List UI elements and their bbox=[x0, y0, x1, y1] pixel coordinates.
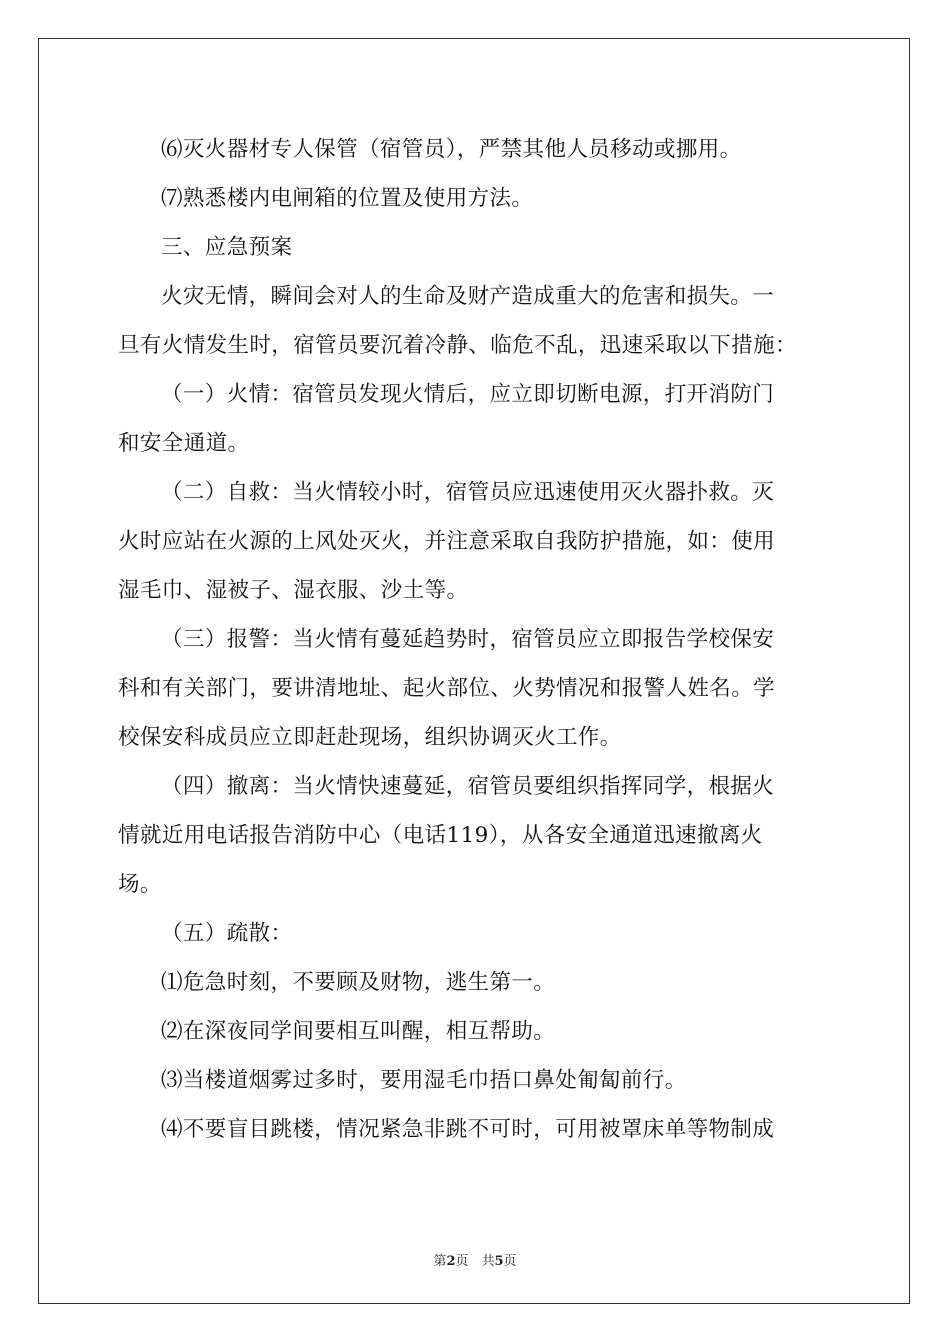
footer-prefix: 第 bbox=[433, 1254, 447, 1269]
text-line: （二）自救：当火情较小时，宿管员应迅速使用灭火器扑救。灭 bbox=[161, 480, 775, 505]
text-line: （三）报警：当火情有蔓延趋势时，宿管员应立即报告学校保安 bbox=[161, 627, 775, 652]
page-footer bbox=[0, 1250, 950, 1269]
text-line: ⑹灭火器材专人保管（宿管员），严禁其他人员移动或挪用。 bbox=[161, 137, 742, 162]
text-line: ⑺熟悉楼内电闸箱的位置及使用方法。 bbox=[161, 186, 534, 211]
text-line: ⑷不要盲目跳楼，情况紧急非跳不可时，可用被罩床单等物制成 bbox=[161, 1117, 775, 1142]
text-line: ⑶当楼道烟雾过多时，要用湿毛巾捂口鼻处匍匐前行。 bbox=[161, 1068, 687, 1093]
text-line: （五）疏散： bbox=[161, 921, 293, 946]
text-line: 湿毛巾、湿被子、湿衣服、沙土等。 bbox=[118, 578, 469, 603]
footer-mid: 页 共 bbox=[455, 1254, 495, 1269]
text-line: 场。 bbox=[118, 872, 162, 897]
text-line: 情就近用电话报告消防中心（电话119），从各安全通道迅速撤离火 bbox=[118, 823, 763, 848]
footer-suffix: 页 bbox=[503, 1254, 517, 1269]
text-line: ⑴危急时刻，不要顾及财物，逃生第一。 bbox=[161, 970, 556, 995]
footer-page-number: 2 bbox=[446, 1254, 456, 1269]
text-line: 旦有火情发生时，宿管员要沉着冷静、临危不乱，迅速采取以下措施： bbox=[118, 333, 797, 358]
footer-total-pages: 5 bbox=[494, 1254, 504, 1269]
text-line: （一）火情：宿管员发现火情后，应立即切断电源，打开消防门 bbox=[161, 382, 775, 407]
document-body bbox=[118, 125, 834, 1154]
text-line: 火灾无情，瞬间会对人的生命及财产造成重大的危害和损失。一 bbox=[161, 284, 775, 309]
text-line: 和安全通道。 bbox=[118, 431, 250, 456]
text-line: 科和有关部门，要讲清地址、起火部位、火势情况和报警人姓名。学 bbox=[118, 676, 776, 701]
text-line: 火时应站在火源的上风处灭火，并注意采取自我防护措施，如：使用 bbox=[118, 529, 776, 554]
section-heading: 三、应急预案 bbox=[161, 235, 293, 260]
text-line: 校保安科成员应立即赶赴现场，组织协调灭火工作。 bbox=[118, 725, 622, 750]
text-line: （四）撤离：当火情快速蔓延，宿管员要组织指挥同学，根据火 bbox=[161, 774, 775, 799]
text-line: ⑵在深夜同学间要相互叫醒，相互帮助。 bbox=[161, 1019, 556, 1044]
